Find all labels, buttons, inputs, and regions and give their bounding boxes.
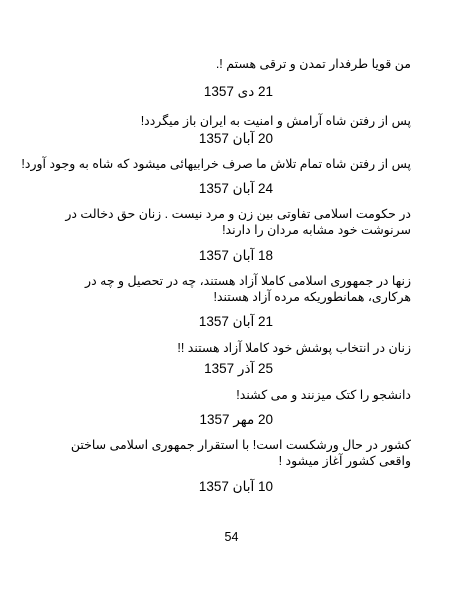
quote-1: من قویا طرفدار تمدن و ترقی هستم !. <box>215 57 411 71</box>
quote-2: پس از رفتن شاه آرامش و امنیت به ایران باز میگردد! <box>140 114 411 128</box>
date-3: 24 آبان 1357 <box>198 181 273 196</box>
date-5: 21 آبان 1357 <box>198 314 273 329</box>
date-6: 25 آذر 1357 <box>204 361 273 376</box>
quote-8: کشور در حال ورشکست است! با استقرار جمهوری اسلامی ساختن واقعی کشور آغاز میشود ! <box>70 438 411 468</box>
date-7: 20 مهر 1357 <box>199 412 273 427</box>
date-1: 21 دی 1357 <box>203 84 273 99</box>
date-8: 10 آبان 1357 <box>198 479 273 494</box>
date-4: 18 آبان 1357 <box>198 248 273 263</box>
quote-4: در حکومت اسلامی تفاوتی بین زن و مرد نیست . زنان حق دخالت در سرنوشت خود مشابه مردان را دارند! <box>65 207 411 237</box>
quote-7: دانشجو را کتک میزنند و می کشند! <box>236 388 411 402</box>
date-2: 20 آبان 1357 <box>198 131 273 146</box>
quote-3: پس از رفتن شاه تمام تلاش ما صرف خرابیهائی میشود که شاه به وجود آورد! <box>21 157 411 171</box>
page-number: 54 <box>224 530 239 544</box>
quote-6: زنان در انتخاب پوشش خود کاملا آزاد هستند !! <box>177 341 411 355</box>
quote-5: زنها در جمهوری اسلامی کاملا آزاد هستند، چه در تحصیل و چه در هرکاری، همانطوریکه مرده آزاد هستند! <box>85 274 411 304</box>
